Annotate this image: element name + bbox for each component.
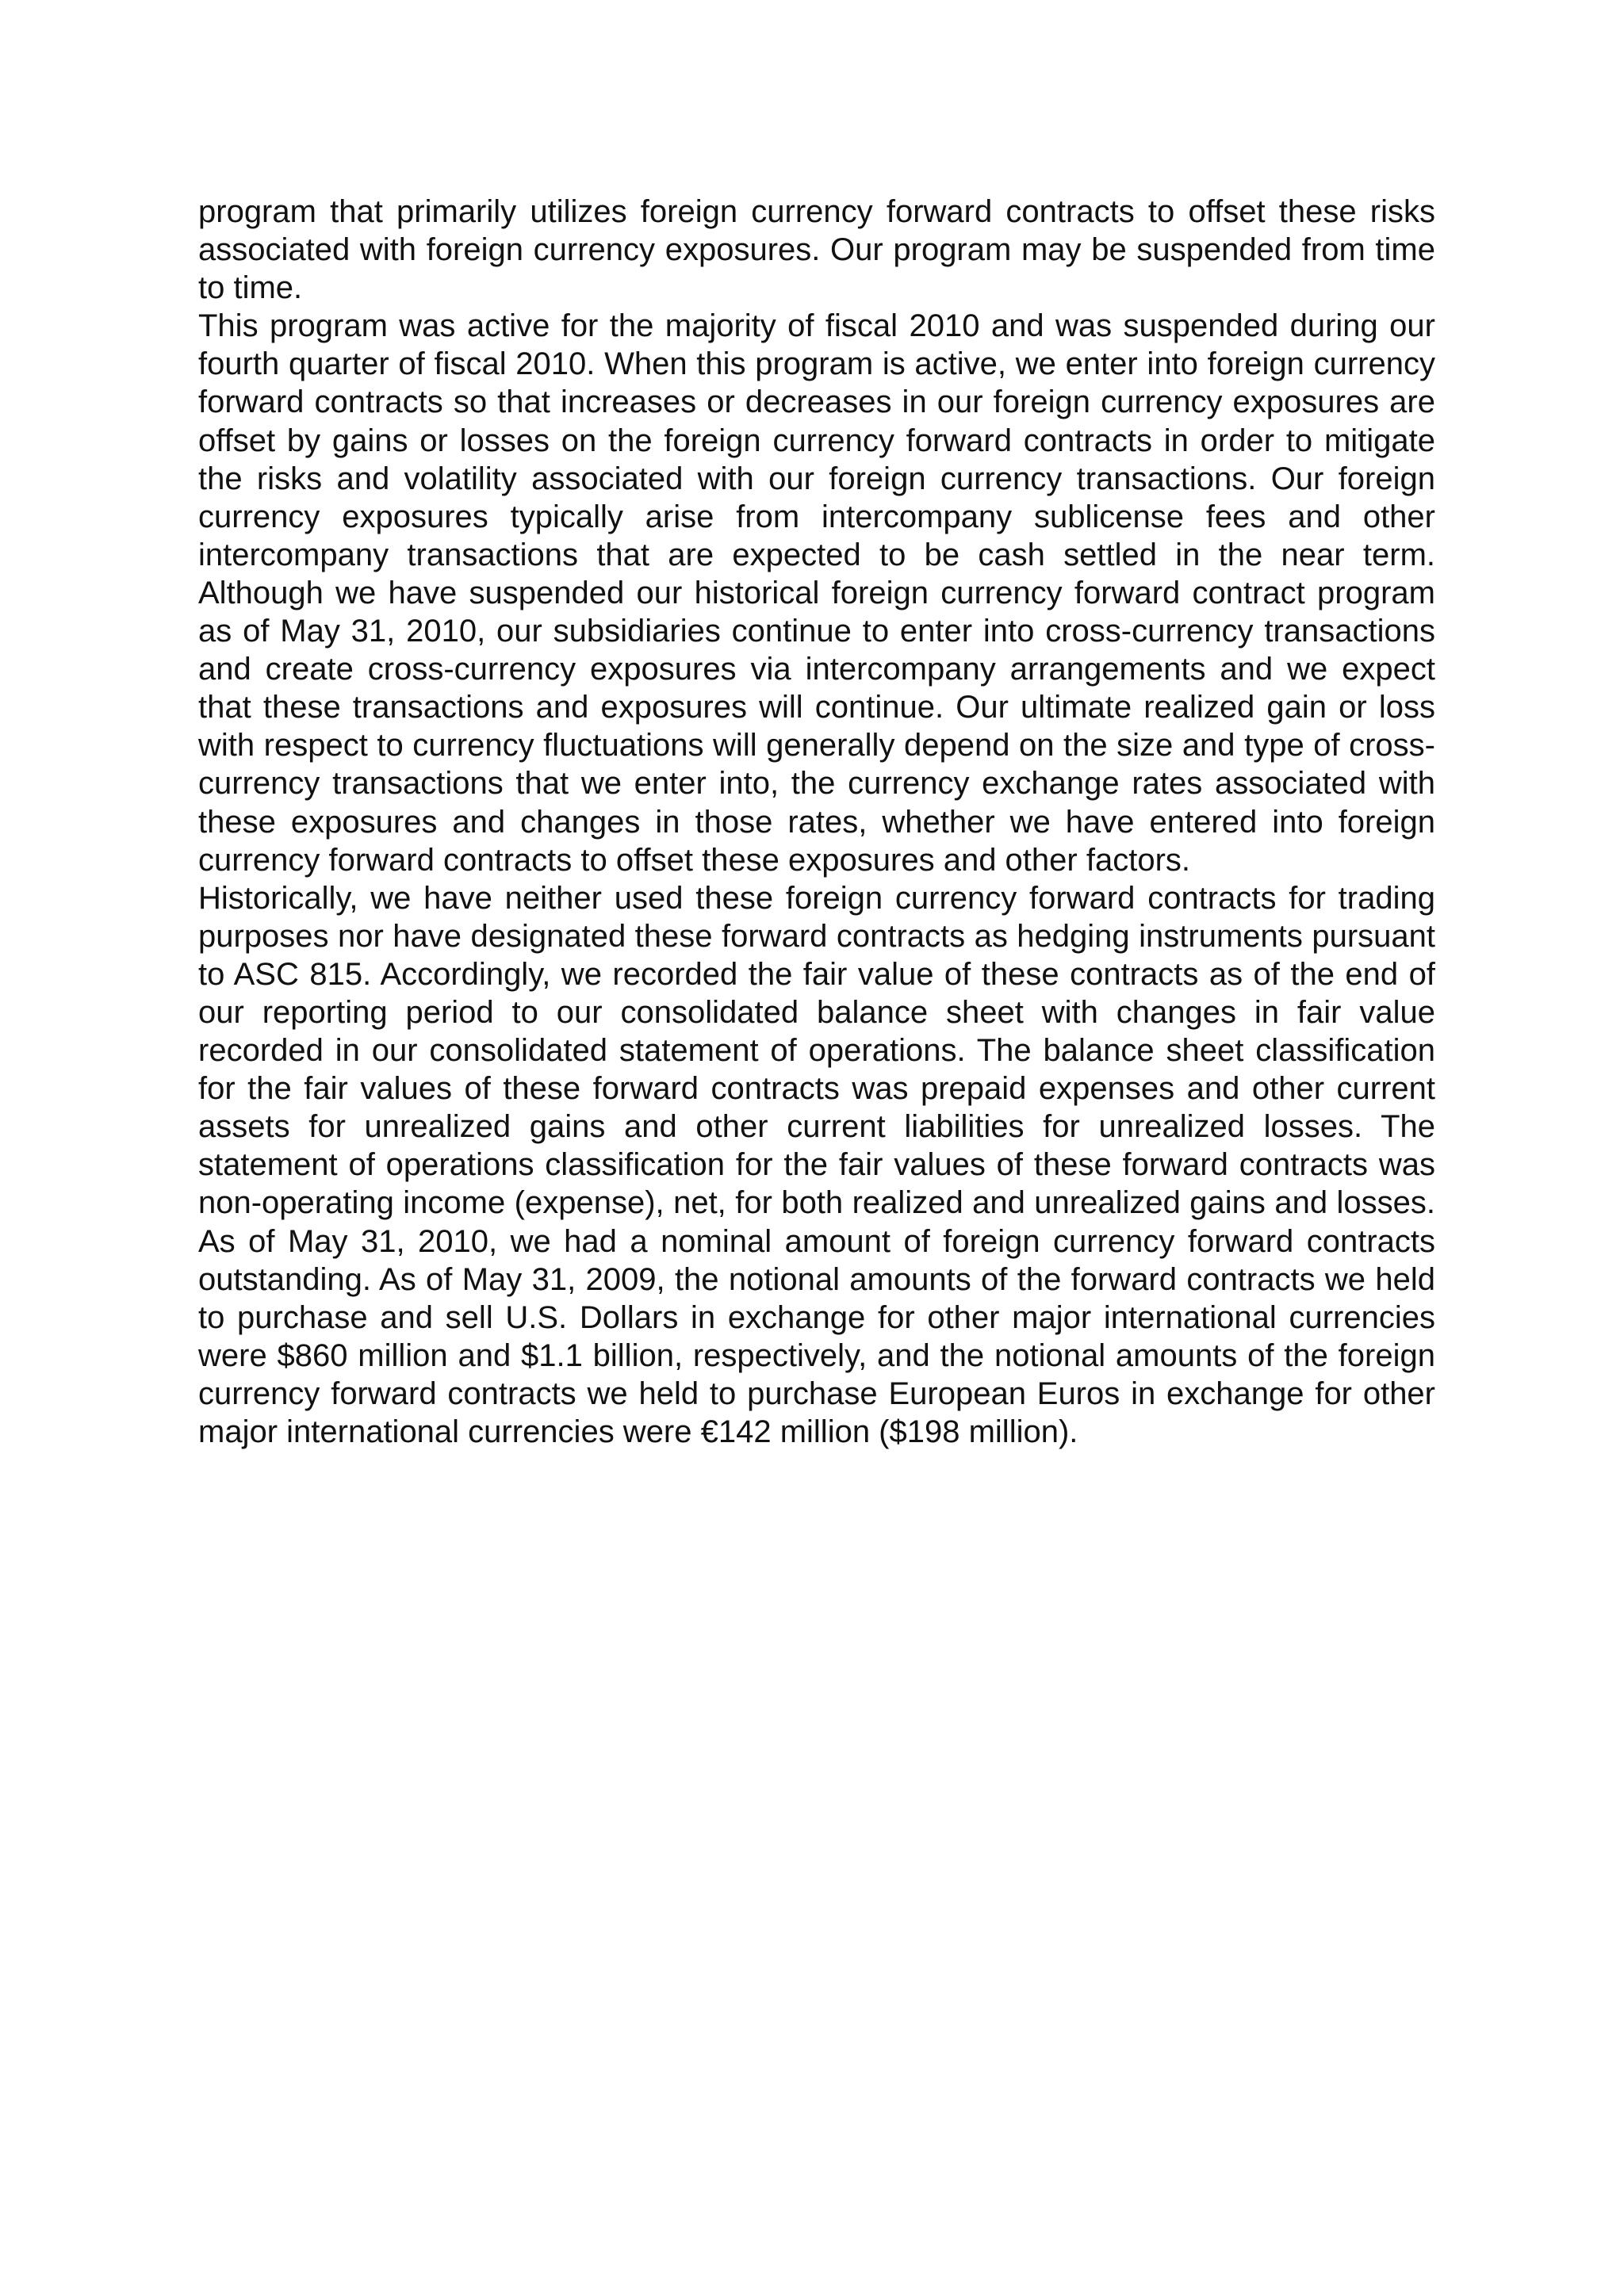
paragraph-program-activity: This program was active for the majority of fiscal 2010 and was suspended during our fourth quarter of fiscal 2010. When this program is active, we enter into foreign currency forward contracts so that increases or decreases in our foreign currency exposures are offset by gains or losses on the foreign currency forward contracts in order to mitigate the risks and volatility associated with our foreign currency transactions. Our foreign currency exposures typically arise from intercompany sublicense fees and other intercompany transactions that are expected to be cash settled in the near term. Although we have suspended our historical foreign currency forward contract program as of May 31, 2010, our subsidiaries continue to enter into cross-currency transactions and create cross-currency exposures via intercompany arrangements and we expect that these transactions and exposures will continue. Our ultimate realized gain or loss with respect to currency fluctuations will generally depend on the size and type of cross-currency transactions that we enter into, the currency exchange rates associated with these exposures and changes in those rates, whether we have entered into foreign currency forward contracts to offset these exposures and other factors. xyxy=(198,308,1435,878)
paragraph-program-intro: program that primarily utilizes foreign currency forward contracts to offset these risks associated with foreign currency exposures. Our program may be suspended from time to time. xyxy=(198,194,1435,306)
paragraph-historical-accounting: Historically, we have neither used these foreign currency forward contracts for trading purposes nor have designated these forward contracts as hedging instruments pursuant to ASC 815. Accordingly, we recorded the fair value of these contracts as of the end of our reporting period to our consolidated balance sheet with changes in fair value recorded in our consolidated statement of operations. The balance sheet classification for the fair values of these forward contracts was prepaid expenses and other current assets for unrealized gains and other current liabilities for unrealized losses. The statement of operations classification for the fair values of these forward contracts was non-operating income (expense), net, for both realized and unrealized gains and losses. As of May 31, 2010, we had a nominal amount of foreign currency forward contracts outstanding. As of May 31, 2009, the notional amounts of the forward contracts we held to purchase and sell U.S. Dollars in exchange for other major international currencies were $860 million and $1.1 billion, respectively, and the notional amounts of the foreign currency forward contracts we held to purchase European Euros in exchange for other major international currencies were €142 million ($198 million). xyxy=(198,880,1435,1449)
body-text xyxy=(198,193,1435,1451)
